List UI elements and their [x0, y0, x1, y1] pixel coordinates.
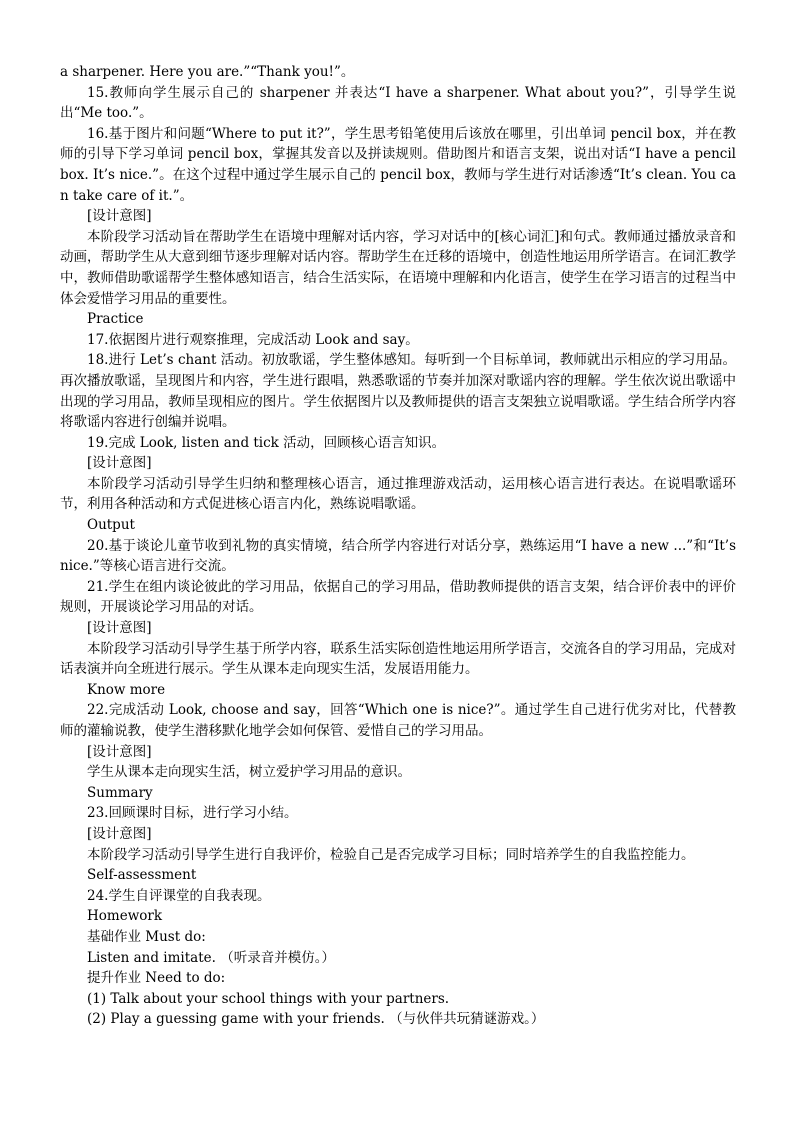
paragraph: 18.进行 Let’s chant 活动。初放歌谣，学生整体感知。每听到一个目标单词，教师就出示相应的学习用品。再次播放歌谣，呈现图片和内容，学生进行跟唱，熟悉歌谣的节奏并加深对歌谣内容的理解。学生依次说出歌谣中出现的学习用品，教师呈现相应的图片。学生依据图片以及教师提供的语言支架独立说唱歌谣。学生结合所学内容将歌谣内容进行创编并说唱。	[60, 352, 736, 431]
paragraph: Practice	[87, 311, 144, 328]
paragraph: [设计意图]	[87, 620, 152, 637]
paragraph: Homework	[87, 908, 163, 925]
paragraph: a sharpener. Here you are.”“Thank you!”。	[60, 64, 355, 80]
paragraph: 16.基于图片和问题“Where to put it?”，学生思考铅笔使用后该放在哪里，引出单词 pencil box，并在教师的引导下学习单词 pencil box，掌握其发音以及拼读规则。借助图片和语言支架，说出对话“I have a pencil box. It’s nice.”。在这个过程中通过学生展示自己的 pencil box，教师与学生进行对话渗透“It’s clean. You can take care of it.”。	[60, 125, 736, 204]
paragraph: 本阶段学习活动旨在帮助学生在语境中理解对话内容，学习对话中的[核心词汇]和句式。教师通过播放录音和动画，帮助学生从大意到细节逐步理解对话内容。帮助学生在迁移的语境中，创造性地运用所学语言。在词汇教学中，教师借助歌谣帮学生整体感知语言，结合生活实际，在语境中理解和内化语言，使学生在学习语言的过程当中体会爱惜学习用品的重要性。	[60, 228, 736, 307]
paragraph: 22.完成活动 Look, choose and say，回答“Which one is nice?”。通过学生自己进行优劣对比，代替教师的灌输说教，使学生潜移默化地学会如何保管、爱惜自己的学习用品。	[60, 702, 736, 739]
paragraph: [设计意图]	[87, 208, 152, 225]
paragraph: [设计意图]	[87, 455, 152, 472]
paragraph: 19.完成 Look, listen and tick 活动，回顾核心语言知识。	[87, 434, 446, 451]
document-body	[60, 62, 736, 1030]
paragraph: [设计意图]	[87, 743, 152, 760]
paragraph: [设计意图]	[87, 825, 152, 842]
paragraph: Listen and imitate. （听录音并模仿。）	[87, 949, 335, 966]
paragraph: (1) Talk about your school things with your partners.	[87, 990, 450, 1007]
paragraph: 20.基于谈论儿童节收到礼物的真实情境，结合所学内容进行对话分享，熟练运用“I have a new ...”和“It’s nice.”等核心语言进行交流。	[60, 537, 736, 575]
paragraph: 21.学生在组内谈论彼此的学习用品，依据自己的学习用品，借助教师提供的语言支架，结合评价表中的评价规则，开展谈论学习用品的对话。	[60, 578, 736, 616]
paragraph: (2) Play a guessing game with your friends. （与伙伴共玩猜谜游戏。）	[87, 1011, 545, 1028]
paragraph: 本阶段学习活动引导学生基于所学内容，联系生活实际创造性地运用所学语言，交流各自的学习用品，完成对话表演并向全班进行展示。学生从课本走向现实生活，发展语用能力。	[60, 640, 736, 678]
paragraph: 15.教师向学生展示自己的 sharpener 并表达“I have a sharpener. What about you?”，引导学生说出“Me too.”。	[60, 84, 736, 122]
paragraph: Output	[87, 517, 135, 534]
paragraph: 本阶段学习活动引导学生进行自我评价，检验自己是否完成学习目标；同时培养学生的自我监控能力。	[87, 846, 695, 863]
paragraph: 17.依据图片进行观察推理，完成活动 Look and say。	[87, 331, 419, 348]
paragraph: 学生从课本走向现实生活，树立爱护学习用品的意识。	[87, 764, 411, 781]
paragraph: 本阶段学习活动引导学生归纳和整理核心语言，通过推理游戏活动，运用核心语言进行表达。在说唱歌谣环节，利用各种活动和方式促进核心语言内化，熟练说唱歌谣。	[60, 475, 736, 513]
paragraph: 23.回顾课时目标，进行学习小结。	[87, 805, 298, 822]
paragraph: Know more	[87, 681, 166, 698]
paragraph: 提升作业 Need to do:	[87, 970, 226, 987]
paragraph: Self-assessment	[87, 867, 197, 884]
paragraph: 基础作业 Must do:	[87, 928, 206, 945]
paragraph: 24.学生自评课堂的自我表现。	[87, 887, 271, 904]
paragraph: Summary	[87, 784, 153, 801]
